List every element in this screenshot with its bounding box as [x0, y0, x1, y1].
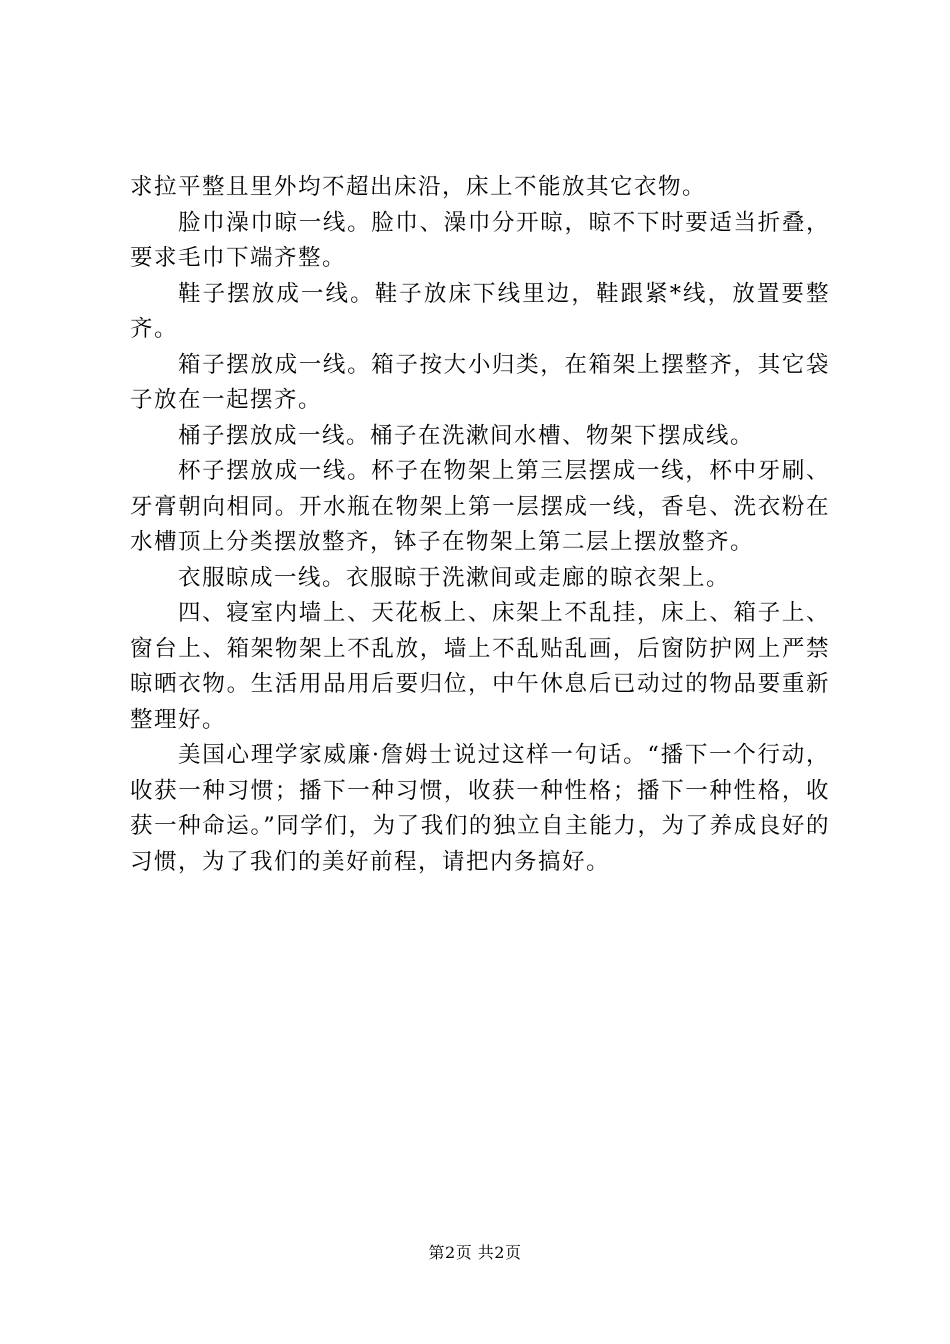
document-body: [130, 170, 830, 880]
paragraph-continued: 求拉平整且里外均不超出床沿，床上不能放其它衣物。: [130, 174, 707, 200]
paragraph-boxes: 箱子摆放成一线。箱子按大小归类，在箱架上摆整齐，其它袋子放在一起摆齐。: [130, 351, 830, 413]
paragraph-clothes: 衣服晾成一线。衣服晾于洗漱间或走廊的晾衣架上。: [178, 564, 731, 591]
paragraph-cups: 杯子摆放成一线。杯子在物架上第三层摆成一线，杯中牙刷、牙膏朝向相同。开水瓶在物架上第一层摆成一线，香皂、洗衣粉在水槽顶上分类摆放整齐，钵子在物架上第二层上摆放整齐。: [130, 458, 830, 555]
paragraph-closing: 美国心理学家威廉·詹姆士说过这样一句话。“播下一个行动，收获一种习惯；播下一种习惯，收获一种性格；播下一种性格，收获一种命运。”同学们，为了我们的独立自主能力，为了养成良好的习惯，为了我们的美好前程，请把内务搞好。: [130, 742, 830, 875]
paragraph-shoes: 鞋子摆放成一线。鞋子放床下线里边，鞋跟紧*线，放置要整齐。: [130, 280, 830, 342]
page-number-footer: 第2页 共2页: [428, 1243, 522, 1262]
paragraph-towels: 脸巾澡巾晾一线。脸巾、澡巾分开晾，晾不下时要适当折叠，要求毛巾下端齐整。: [130, 209, 830, 271]
paragraph-rule-four: 四、寝室内墙上、天花板上、床架上不乱挂，床上、箱子上、窗台上、箱架物架上不乱放，墙上不乱贴乱画，后窗防护网上严禁晾晒衣物。生活用品用后要归位，中午休息后已动过的物品要重新整理好。: [130, 600, 830, 733]
paragraph-buckets: 桶子摆放成一线。桶子在洗漱间水槽、物架下摆成线。: [178, 422, 755, 449]
